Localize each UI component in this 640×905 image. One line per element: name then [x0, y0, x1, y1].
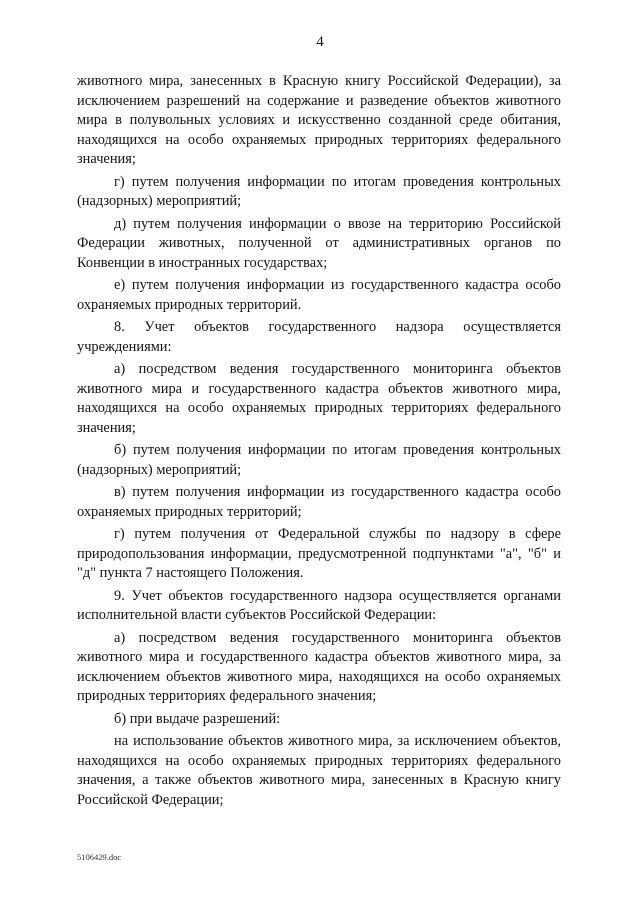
paragraph: г) путем получения информации по итогам проведения контрольных (надзорных) мероприятий; [77, 173, 561, 209]
paragraph: в) путем получения информации из государственного кадастра особо охраняемых природных территорий; [77, 484, 561, 520]
paragraph: д) путем получения информации о ввозе на территорию Российской Федерации животных, полученной от административных органов по Конвенции в иностранных государствах; [77, 215, 561, 271]
paragraph: животного мира, занесенных в Красную книгу Российской Федерации), за исключением разрешений на содержание и разведение объектов животного мира в полувольных условиях и искусственно созданной среде обитания, находящихся на особо охраняемых природных территориях федерального значения; [77, 73, 561, 167]
paragraph: 8. Учет объектов государственного надзора осуществляется учреждениями: [77, 319, 561, 355]
paragraph: г) путем получения от Федеральной службы по надзору в сфере природопользования информации, предусмотренной подпунктами "а", "б" и "д" пункта 7 настоящего Положения. [77, 526, 561, 581]
paragraph: б) путем получения информации по итогам проведения контрольных (надзорных) мероприятий; [77, 442, 561, 478]
paragraph: на использование объектов животного мира, за исключением объектов, находящихся на особо охраняемых природных территориях федерального значения, а также объектов животного мира, занесенных в Красную книгу Российской Федерации; [77, 733, 561, 808]
paragraph: е) путем получения информации из государственного кадастра особо охраняемых природных территорий. [77, 277, 561, 313]
paragraph: 9. Учет объектов государственного надзора осуществляется органами исполнительной власти субъектов Российской Федерации: [77, 587, 561, 623]
document-body [77, 72, 561, 810]
footer-doc-code: 5106429.doc [77, 852, 122, 862]
paragraph: а) посредством ведения государственного мониторинга объектов животного мира и государственного кадастра объектов животного мира, находящихся на особо охраняемых природных территориях федерального значения; [77, 361, 561, 436]
paragraph: а) посредством ведения государственного мониторинга объектов животного мира и государственного кадастра объектов животного мира, за исключением объектов животного мира, находящихся на особо охраняемых природных территориях федерального значения; [77, 629, 561, 704]
page-number: 4 [316, 34, 324, 50]
paragraph: б) при выдаче разрешений: [114, 710, 281, 727]
